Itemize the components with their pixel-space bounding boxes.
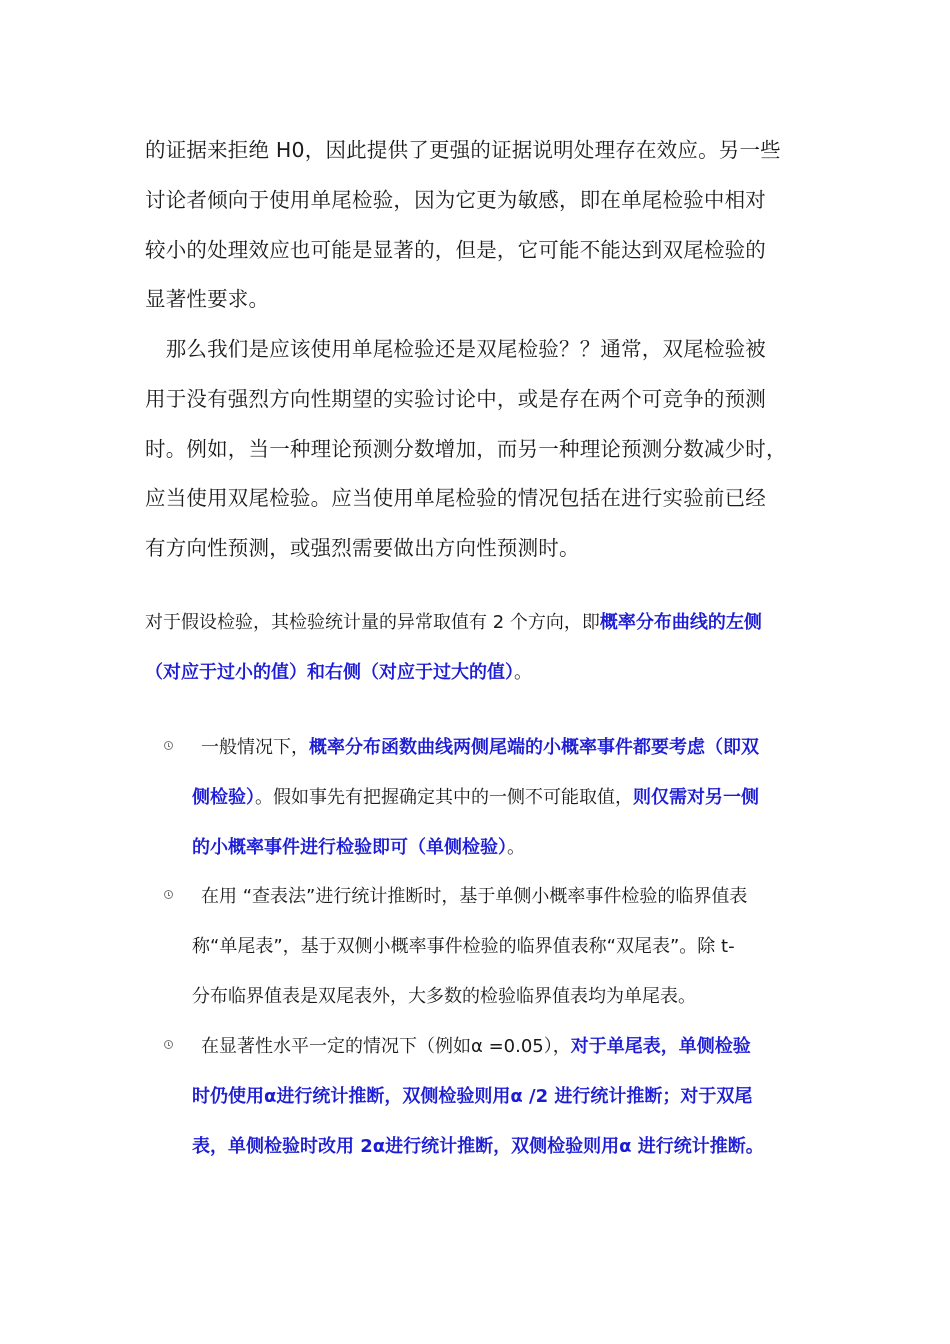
text-line: 显著性要求。 (145, 287, 270, 312)
text-line (145, 648, 815, 698)
plain-text: 在用 “查表法”进行统计推断时，基于单侧小概率事件检验的临界值表 (201, 886, 748, 907)
text-line: 那么我们是应该使用单尾检验还是双尾检验？？通常，双尾检验被 (145, 337, 766, 361)
plain-text: 在显著性水平一定的情况下（例如α =0.05）， (201, 1036, 571, 1057)
text-line: 分布临界值表是双尾表外，大多数的检验临界值表均为单尾表。 (192, 985, 696, 1007)
text-line: 讨论者倾向于使用单尾检验，因为它更为敏感，即在单尾检验中相对 (145, 187, 766, 212)
text-line (145, 1022, 815, 1072)
intro-hypothesis-directions (145, 598, 815, 697)
text-line: 用于没有强烈方向性期望的实验讨论中，或是存在两个可竞争的预测 (145, 386, 766, 411)
text-line (145, 1072, 815, 1122)
emphasis-text: （对应于过小的值）和右侧（对应于过大的值） (145, 661, 514, 683)
bullet-item-3 (145, 1022, 815, 1171)
text-line: 称“单尾表”，基于双侧小概率事件检验的临界值表称“双尾表”。除 t- (192, 935, 735, 957)
emphasis-text: 概率分布函数曲线两侧尾端的小概率事件都要考虑（即双 (309, 737, 759, 758)
clock-icon (164, 890, 173, 899)
text-line (145, 773, 815, 823)
text-line (145, 823, 815, 873)
paragraph-which-test (145, 325, 810, 574)
emphasis-text: 的小概率事件进行检验即可（单侧检验） (192, 836, 507, 858)
plain-text: 。假如事先有把握确定其中的一侧不可能取值， (255, 786, 633, 808)
plain-text: 。 (507, 836, 525, 858)
text-line: 有方向性预测，或强烈需要做出方向性预测时。 (145, 536, 580, 561)
emphasis-text: 概率分布曲线的左侧 (599, 612, 762, 633)
text-line: 的证据来拒绝 H0，因此提供了更强的证据说明处理存在效应。另一些 (145, 138, 781, 162)
text-line: 较小的处理效应也可能是显著的，但是，它可能不能达到双尾检验的 (145, 237, 766, 262)
emphasis-text: 时仍使用α进行统计推断，双侧检验则用α /2 进行统计推断；对于双尾 (192, 1085, 753, 1107)
emphasis-text: 侧检验） (192, 786, 255, 808)
text-line: 应当使用双尾检验。应当使用单尾检验的情况包括在进行实验前已经 (145, 486, 766, 511)
plain-text: 对于假设检验，其检验统计量的异常取值有 2 个方向，即 (145, 612, 600, 633)
text-line (145, 723, 815, 773)
plain-text: 一般情况下， (201, 737, 309, 758)
text-line (145, 1122, 815, 1172)
plain-text: 。 (514, 661, 532, 683)
emphasis-text: 表，单侧检验时改用 2α进行统计推断，双侧检验则用α 进行统计推断。 (192, 1135, 764, 1157)
text-line (145, 598, 815, 648)
clock-icon (164, 741, 173, 750)
bullet-item-2 (145, 872, 815, 1021)
text-line (145, 872, 815, 922)
bullet-item-1 (145, 723, 815, 872)
paragraph-one-tail-vs-two-tail (145, 126, 810, 325)
emphasis-text: 对于单尾表，单侧检验 (570, 1036, 751, 1057)
clock-icon (164, 1040, 173, 1049)
text-line: 时。例如，当一种理论预测分数增加，而另一种理论预测分数减少时， (145, 436, 787, 461)
emphasis-text: 则仅需对另一侧 (633, 786, 759, 808)
